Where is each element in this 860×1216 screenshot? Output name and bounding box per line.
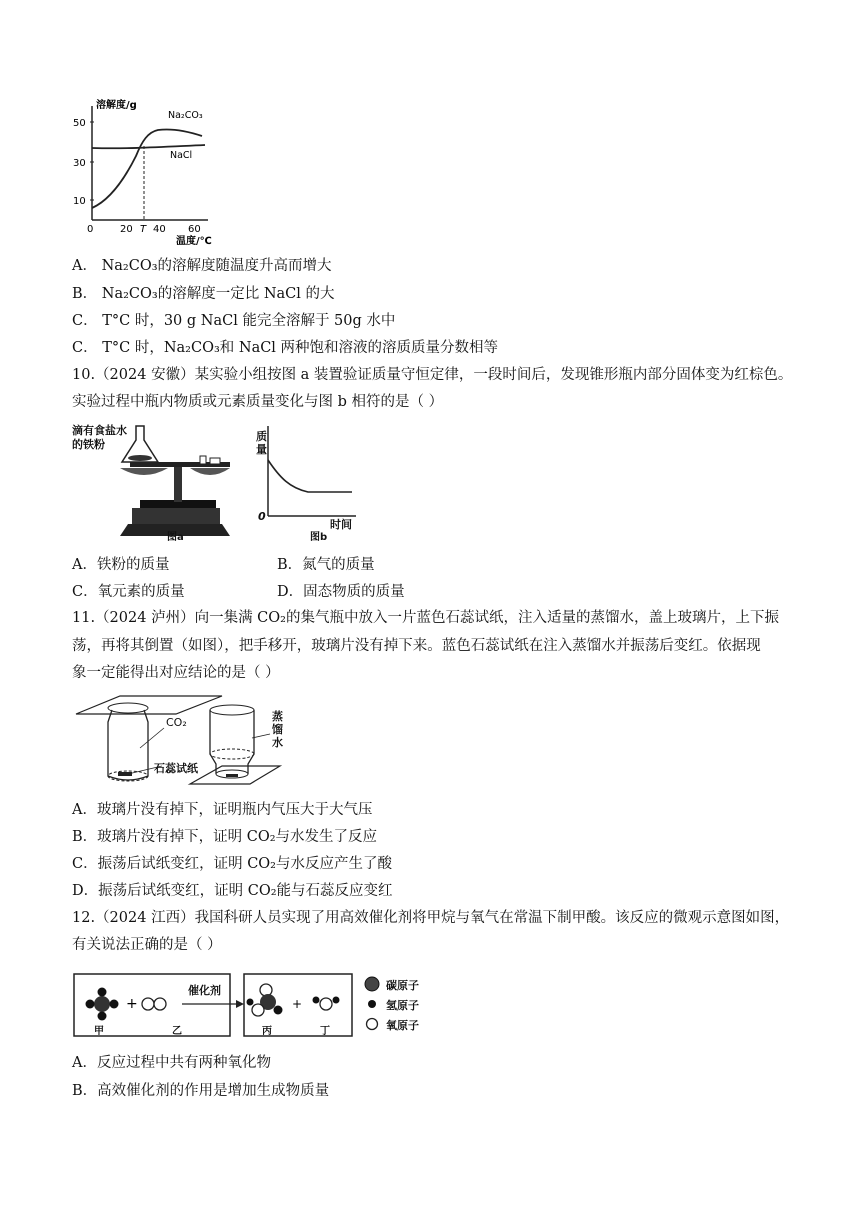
q12-stem-line2: 有关说法正确的是（ ） bbox=[72, 937, 222, 953]
q11-option-c: C．振荡后试纸变红，证明 CO₂与水反应产生了酸 bbox=[72, 856, 392, 872]
gas-jar-figure bbox=[72, 688, 294, 794]
xtick-0: 0 bbox=[87, 224, 94, 235]
fig-co2-label: CO₂ bbox=[166, 716, 187, 729]
fig-b-caption: 图b bbox=[310, 532, 328, 543]
q9-option-c: C． T°C 时，30 g NaCl 能完全溶解于 50g 水中 bbox=[72, 313, 396, 329]
q10-options-row2 bbox=[72, 580, 405, 601]
q10-options-row1 bbox=[72, 553, 375, 574]
mass-time-graph bbox=[250, 420, 362, 544]
q10-option-b: B．氮气的质量 bbox=[277, 557, 375, 573]
fig-a-caption: 图a bbox=[167, 532, 184, 543]
balance-figure bbox=[72, 420, 240, 544]
q10-option-c: C．氧元素的质量 bbox=[72, 584, 185, 600]
q9-option-a: A． Na₂CO₃的溶解度随温度升高而增大 bbox=[72, 258, 332, 274]
label-ding: 丁 bbox=[320, 1026, 330, 1037]
q12-stem-line1: 12.（2024 江西）我国科研人员实现了用高效催化剂将甲烷与氧气在常温下制甲酸。该反应的微观示意图如图， bbox=[72, 910, 790, 926]
xtick-60: 60 bbox=[188, 224, 201, 235]
q11-option-a: A．玻璃片没有掉下，证明瓶内气压大于大气压 bbox=[72, 802, 373, 818]
legend-oxygen: 氧原子 bbox=[386, 1019, 419, 1032]
label-yi: 乙 bbox=[172, 1026, 182, 1037]
q10-stem-line1: 10.（2024 安徽）某实验小组按图 a 装置验证质量守恒定律，一段时间后，发现锥形瓶内部分固体变为红棕色。 bbox=[72, 367, 793, 383]
ytick-10: 10 bbox=[73, 196, 86, 207]
ytick-50: 50 bbox=[73, 118, 86, 129]
reaction-diagram bbox=[72, 962, 440, 1044]
svg-text:+: + bbox=[292, 997, 303, 1011]
legend-carbon: 碳原子 bbox=[386, 979, 419, 992]
q12-option-a: A．反应过程中共有两种氧化物 bbox=[72, 1055, 271, 1071]
q11-stem-line3: 象一定能得出对应结论的是（ ） bbox=[72, 665, 280, 681]
q10-option-d: D．固态物质的质量 bbox=[277, 584, 405, 600]
fig-water-label: 蒸馏水 bbox=[272, 710, 283, 749]
chart-xlabel: 温度/℃ bbox=[176, 236, 212, 247]
q9-option-d: C． T°C 时，Na₂CO₃和 NaCl 两种饱和溶液的溶质质量分数相等 bbox=[72, 340, 499, 356]
q12-option-b: B．高效催化剂的作用是增加生成物质量 bbox=[72, 1083, 330, 1099]
catalyst-label: 催化剂 bbox=[188, 984, 221, 997]
label-bing: 丙 bbox=[262, 1026, 272, 1037]
q10-option-a: A．铁粉的质量 bbox=[72, 557, 170, 573]
fig-b-origin: 0 bbox=[258, 510, 266, 523]
solubility-chart bbox=[70, 96, 230, 248]
chart-ylabel: 溶解度/g bbox=[96, 100, 137, 111]
q11-option-d: D．振荡后试纸变红，证明 CO₂能与石蕊反应变红 bbox=[72, 883, 393, 899]
xtick-20: 20 bbox=[120, 224, 133, 235]
xtick-40: 40 bbox=[153, 224, 166, 235]
xtick-T: T bbox=[140, 224, 147, 235]
fig-paper-label: 石蕊试纸 bbox=[154, 762, 198, 775]
label-jia: 甲 bbox=[94, 1026, 104, 1037]
svg-text:+: + bbox=[126, 996, 138, 1012]
fig-a-label: 滴有食盐水的铁粉 bbox=[72, 424, 127, 451]
series-label-nacl: NaCl bbox=[170, 150, 193, 161]
ytick-30: 30 bbox=[73, 158, 86, 169]
fig-b-xlabel: 时间 bbox=[330, 518, 352, 531]
q11-option-b: B．玻璃片没有掉下，证明 CO₂与水发生了反应 bbox=[72, 829, 378, 845]
q9-option-b: B． Na₂CO₃的溶解度一定比 NaCl 的大 bbox=[72, 286, 335, 302]
fig-b-ylabel: 质量 bbox=[256, 430, 267, 456]
q11-stem-line1: 11.（2024 泸州）向一集满 CO₂的集气瓶中放入一片蓝色石蕊试纸，注入适量的蒸馏水，盖上玻璃片，上下振 bbox=[72, 610, 779, 626]
series-label-na2co3: Na₂CO₃ bbox=[168, 110, 203, 121]
q10-stem-line2: 实验过程中瓶内物质或元素质量变化与图 b 相符的是（ ） bbox=[72, 394, 444, 410]
legend-hydrogen: 氢原子 bbox=[386, 999, 419, 1012]
q11-stem-line2: 荡，再将其倒置（如图），把手移开，玻璃片没有掉下来。蓝色石蕊试纸在注入蒸馏水并振荡后变红。依据现 bbox=[72, 638, 761, 654]
